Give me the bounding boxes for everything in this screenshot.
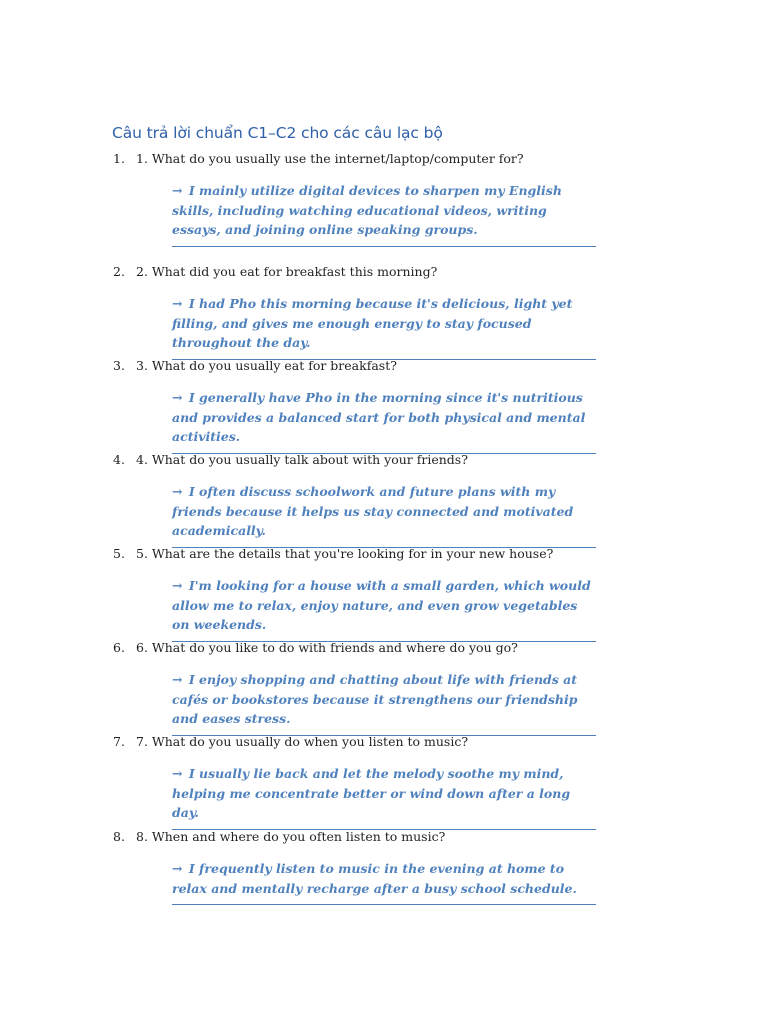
list-number: 8. (113, 829, 125, 844)
question-text: 3. What do you usually eat for breakfast? (136, 358, 397, 373)
list-number: 2. (113, 264, 125, 279)
answer-text: I usually lie back and let the melody soothe my mind, helping me concentrate better or wind down after a long day. (172, 766, 571, 820)
arrow-icon: → (172, 183, 183, 198)
answer-text: I generally have Pho in the morning since it's nutritious and provides a balanced start for both physical and mental activities. (172, 390, 586, 444)
answer-block (172, 764, 596, 830)
arrow-icon: → (172, 390, 183, 405)
arrow-icon: → (172, 861, 183, 876)
list-number: 3. (113, 358, 125, 373)
question-row (0, 151, 768, 171)
answer-text: I mainly utilize digital devices to sharpen my English skills, including watching educational videos, writing essays, and joining online speaking groups. (172, 183, 562, 237)
question-row (0, 734, 768, 754)
list-number: 5. (113, 546, 125, 561)
answer-block (172, 576, 596, 642)
question-text: 2. What did you eat for breakfast this morning? (136, 264, 438, 279)
answer-block (172, 859, 596, 905)
question-text: 7. What do you usually do when you listen to music? (136, 734, 469, 749)
list-number: 7. (113, 734, 125, 749)
question-text: 4. What do you usually talk about with your friends? (136, 452, 468, 467)
arrow-icon: → (172, 578, 183, 593)
answer-block (172, 670, 596, 736)
arrow-icon: → (172, 766, 183, 781)
list-number: 4. (113, 452, 125, 467)
answer-text: I often discuss schoolwork and future plans with my friends because it helps us stay connected and motivated academically. (172, 484, 574, 538)
question-row (0, 829, 768, 849)
answer-text: I enjoy shopping and chatting about life with friends at cafés or bookstores because it strengthens our friendship and eases stress. (172, 672, 578, 726)
question-row (0, 452, 768, 472)
answer-block (172, 482, 596, 548)
question-text: 1. What do you usually use the internet/laptop/computer for? (136, 151, 524, 166)
question-text: 8. When and where do you often listen to music? (136, 829, 446, 844)
list-number: 6. (113, 640, 125, 655)
question-text: 6. What do you like to do with friends and where do you go? (136, 640, 518, 655)
answer-text: I frequently listen to music in the evening at home to relax and mentally recharge after a busy school schedule. (172, 861, 577, 896)
question-row (0, 546, 768, 566)
arrow-icon: → (172, 672, 183, 687)
answer-text: I had Pho this morning because it's delicious, light yet filling, and gives me enough energy to stay focused throughout the day. (172, 296, 573, 350)
question-row (0, 264, 768, 284)
question-text: 5. What are the details that you're looking for in your new house? (136, 546, 554, 561)
arrow-icon: → (172, 296, 183, 311)
question-row (0, 640, 768, 660)
question-row (0, 358, 768, 378)
answer-block (172, 388, 596, 454)
answer-text: I'm looking for a house with a small garden, which would allow me to relax, enjoy nature, and even grow vegetables on weekends. (172, 578, 591, 632)
list-number: 1. (113, 151, 125, 166)
answer-block (172, 181, 596, 247)
page-title: Câu trả lời chuẩn C1–C2 cho các câu lạc bộ (112, 124, 443, 142)
arrow-icon: → (172, 484, 183, 499)
answer-block (172, 294, 596, 360)
